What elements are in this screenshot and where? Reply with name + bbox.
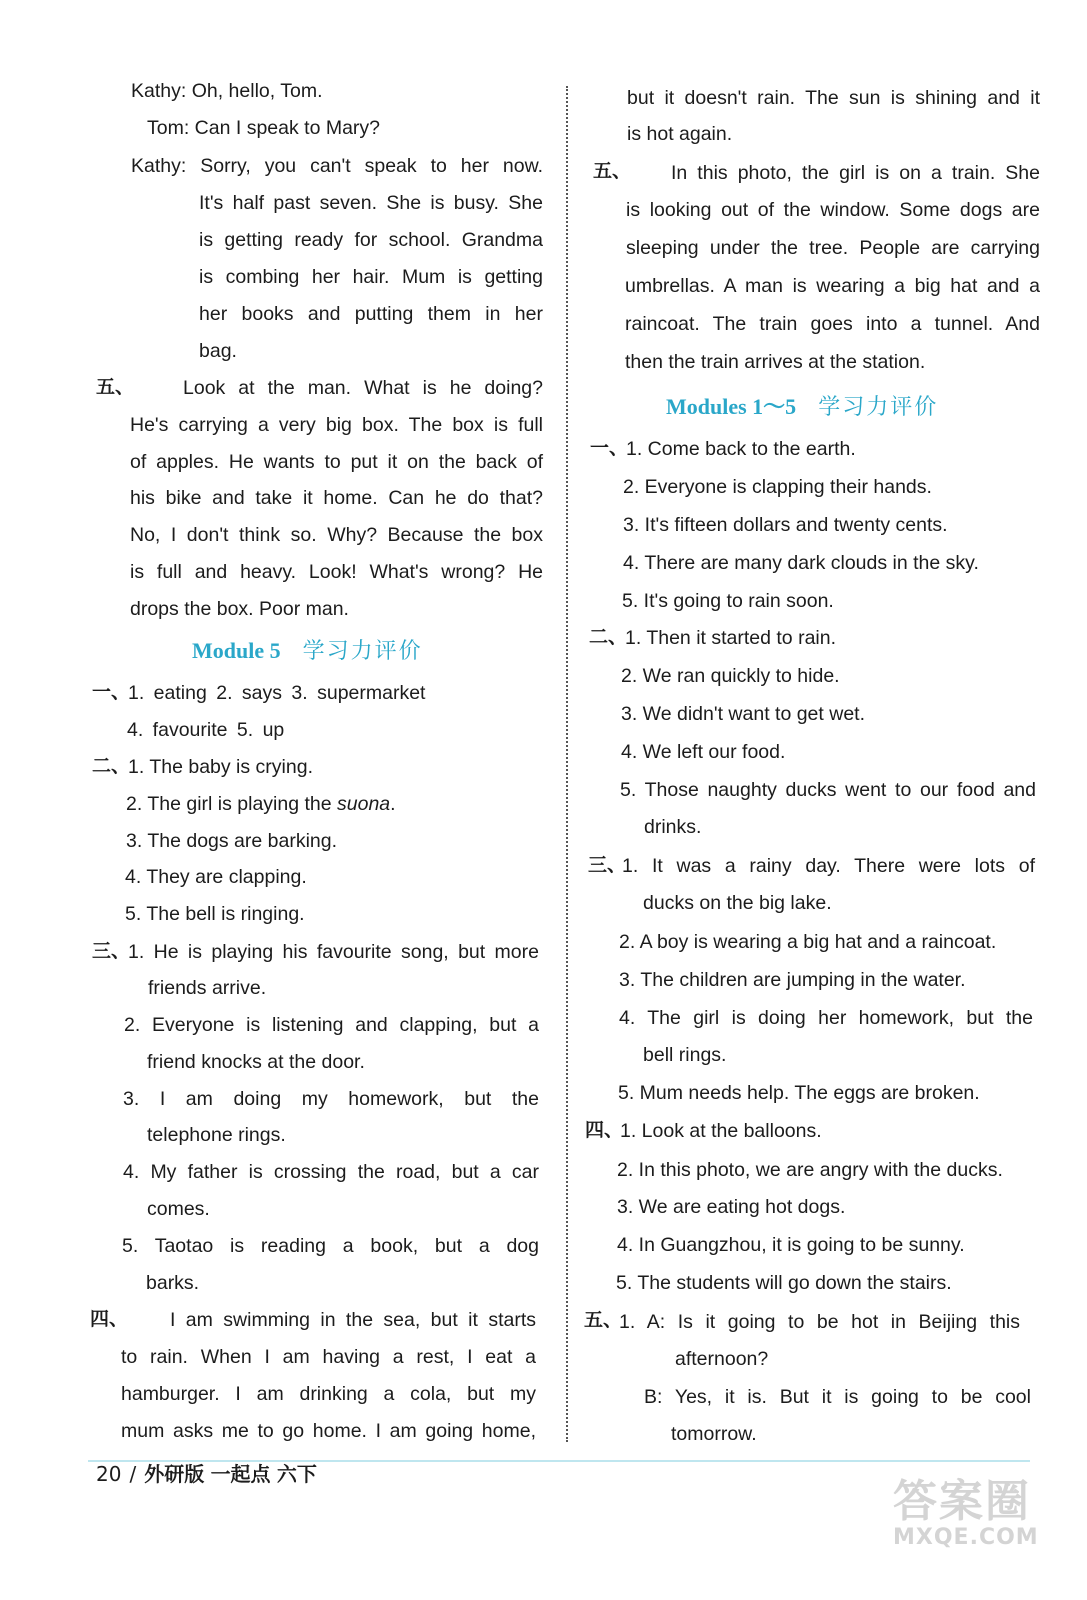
answer-line: 1. Then it started to rain. [625, 627, 837, 649]
answer-line: 4. In Guangzhou, it is going to be sunny. [617, 1234, 965, 1256]
passage-line: umbrellas. A man is wearing a big hat and a [625, 275, 1040, 297]
answer-line: 4. We left our food. [621, 741, 786, 763]
answer-line: 2. Everyone is listening and clapping, but a [124, 1014, 539, 1036]
answer-line: 2. A boy is wearing a big hat and a raincoat. [619, 931, 997, 953]
answer-line: 1. eating 2. says 3. supermarket [128, 682, 426, 704]
answer-text: 2. The girl is playing the [126, 793, 338, 815]
answer-line: 5. Mum needs help. The eggs are broken. [618, 1082, 980, 1104]
answer-line: 1. It was a rainy day. There were lots of [622, 855, 1035, 877]
passage-line: raincoat. The train goes into a tunnel. And [625, 313, 1040, 335]
answer-line: tomorrow. [671, 1423, 757, 1445]
section-marker: 五、 [96, 376, 135, 398]
watermark-url: MXQE.COM [893, 1525, 1039, 1550]
answer-line: telephone rings. [147, 1124, 286, 1146]
dialogue-line: bag. [199, 340, 237, 362]
section-heading [192, 637, 423, 666]
answer-line: 1. The baby is crying. [128, 756, 313, 778]
passage-line: is hot again. [627, 123, 733, 145]
passage-line: In this photo, the girl is on a train. She [671, 162, 1040, 184]
answer-line: 5. The students will go down the stairs. [616, 1272, 952, 1294]
dialogue-line: Tom: Can I speak to Mary? [147, 117, 381, 139]
answer-line: 4. The girl is doing her homework, but the [619, 1007, 1033, 1029]
page-number: 20 [96, 1462, 122, 1486]
passage-line: is full and heavy. Look! What's wrong? He [130, 561, 543, 583]
answer-line: 3. The children are jumping in the water. [619, 969, 966, 991]
answer-line: bell rings. [643, 1044, 727, 1066]
heading-zh: 学习力评价 [302, 639, 423, 664]
answer-line: 4. They are clapping. [125, 866, 307, 888]
answer-line: 1. Look at the balloons. [620, 1120, 822, 1142]
answer-line: comes. [147, 1198, 210, 1220]
answer-line: drinks. [644, 816, 702, 838]
question-marker: 一、 [590, 437, 629, 459]
question-marker: 三、 [92, 940, 131, 962]
answer-line: 4. favourite 5. up [127, 719, 285, 741]
answer-line: 4. There are many dark clouds in the sky. [623, 552, 979, 574]
answer-line: friend knocks at the door. [147, 1051, 365, 1073]
publisher-label: 外研版 [144, 1462, 205, 1486]
dialogue-line: is getting ready for school. Grandma [199, 229, 543, 251]
answer-line [126, 792, 396, 816]
answer-line: 3. We didn't want to get wet. [621, 703, 865, 725]
answer-line: afternoon? [675, 1348, 769, 1370]
answer-line: 3. We are eating hot dogs. [617, 1196, 846, 1218]
passage-line: but it doesn't rain. The sun is shining and it [627, 87, 1040, 109]
answer-line: 3. The dogs are barking. [126, 830, 338, 852]
answer-line: 5. It's going to rain soon. [622, 590, 834, 612]
answer-line: ducks on the big lake. [643, 892, 832, 914]
question-marker: 四、 [585, 1119, 624, 1141]
answer-line: 5. Taotao is reading a book, but a dog [122, 1235, 539, 1257]
italic-word: suona [337, 793, 391, 815]
passage-line: sleeping under the tree. People are carrying [626, 237, 1040, 259]
answer-text: . [390, 793, 396, 815]
dialogue-line: Kathy: Oh, hello, Tom. [131, 80, 323, 102]
answer-line: 5. Those naughty ducks went to our food and [620, 779, 1036, 801]
passage-line: to rain. When I am having a rest, I eat a [121, 1346, 536, 1368]
passage-line: Look at the man. What is he doing? [183, 377, 543, 399]
passage-line: He's carrying a very big box. The box is full [130, 414, 543, 436]
answer-line: 1. A: Is it going to be hot in Beijing this [619, 1311, 1020, 1333]
dialogue-line: is combing her hair. Mum is getting [199, 266, 543, 288]
passage-line: is looking out of the window. Some dogs are [626, 199, 1040, 221]
dialogue-line: her books and putting them in her [199, 303, 543, 325]
watermark-logo [893, 1478, 1039, 1550]
question-marker: 四、 [90, 1308, 129, 1330]
watermark-text: 答案圈 [893, 1476, 1031, 1527]
passage-line: I am swimming in the sea, but it starts [170, 1309, 536, 1331]
answer-line: 1. Come back to the earth. [626, 438, 856, 460]
page-footer [96, 1460, 317, 1488]
question-marker: 三、 [588, 854, 627, 876]
answer-line: 5. The bell is ringing. [125, 903, 305, 925]
answer-line: 3. I am doing my homework, but the [123, 1088, 539, 1110]
answer-line: 2. We ran quickly to hide. [621, 665, 840, 687]
column-divider [566, 86, 568, 1442]
passage-line: his bike and take it home. Can he do that? [130, 487, 543, 509]
grade-label: 六下 [276, 1462, 317, 1486]
question-marker: 五、 [584, 1309, 623, 1331]
section-marker: 五、 [593, 160, 632, 182]
passage-line: then the train arrives at the station. [625, 351, 926, 373]
answer-line: 2. Everyone is clapping their hands. [623, 476, 932, 498]
answer-line: friends arrive. [148, 977, 267, 999]
answer-line: 3. It's fifteen dollars and twenty cents. [623, 514, 948, 536]
answer-line: 4. My father is crossing the road, but a car [123, 1161, 539, 1183]
heading-zh: 学习力评价 [818, 395, 939, 420]
answer-line: B: Yes, it is. But it is going to be cool [644, 1386, 1031, 1408]
answer-line: 2. In this photo, we are angry with the ducks. [617, 1159, 1003, 1181]
heading-en: Modules 1～5 [666, 394, 797, 419]
question-marker: 二、 [92, 755, 131, 777]
heading-en: Module 5 [192, 638, 281, 663]
passage-line: No, I don't think so. Why? Because the box [130, 524, 543, 546]
footer-slash: / [129, 1462, 137, 1486]
dialogue-line: Kathy: Sorry, you can't speak to her now. [131, 155, 543, 177]
passage-line: mum asks me to go home. I am going home, [121, 1420, 536, 1442]
dialogue-line: It's half past seven. She is busy. She [199, 192, 543, 214]
section-heading [666, 393, 938, 422]
passage-line: of apples. He wants to put it on the back of [130, 451, 543, 473]
question-marker: 一、 [92, 681, 131, 703]
passage-line: drops the box. Poor man. [130, 598, 349, 620]
answer-line: barks. [146, 1272, 200, 1294]
passage-line: hamburger. I am drinking a cola, but my [121, 1383, 536, 1405]
question-marker: 二、 [589, 626, 628, 648]
answer-line: 1. He is playing his favourite song, but more [128, 941, 539, 963]
level-label: 一起点 [210, 1462, 271, 1486]
